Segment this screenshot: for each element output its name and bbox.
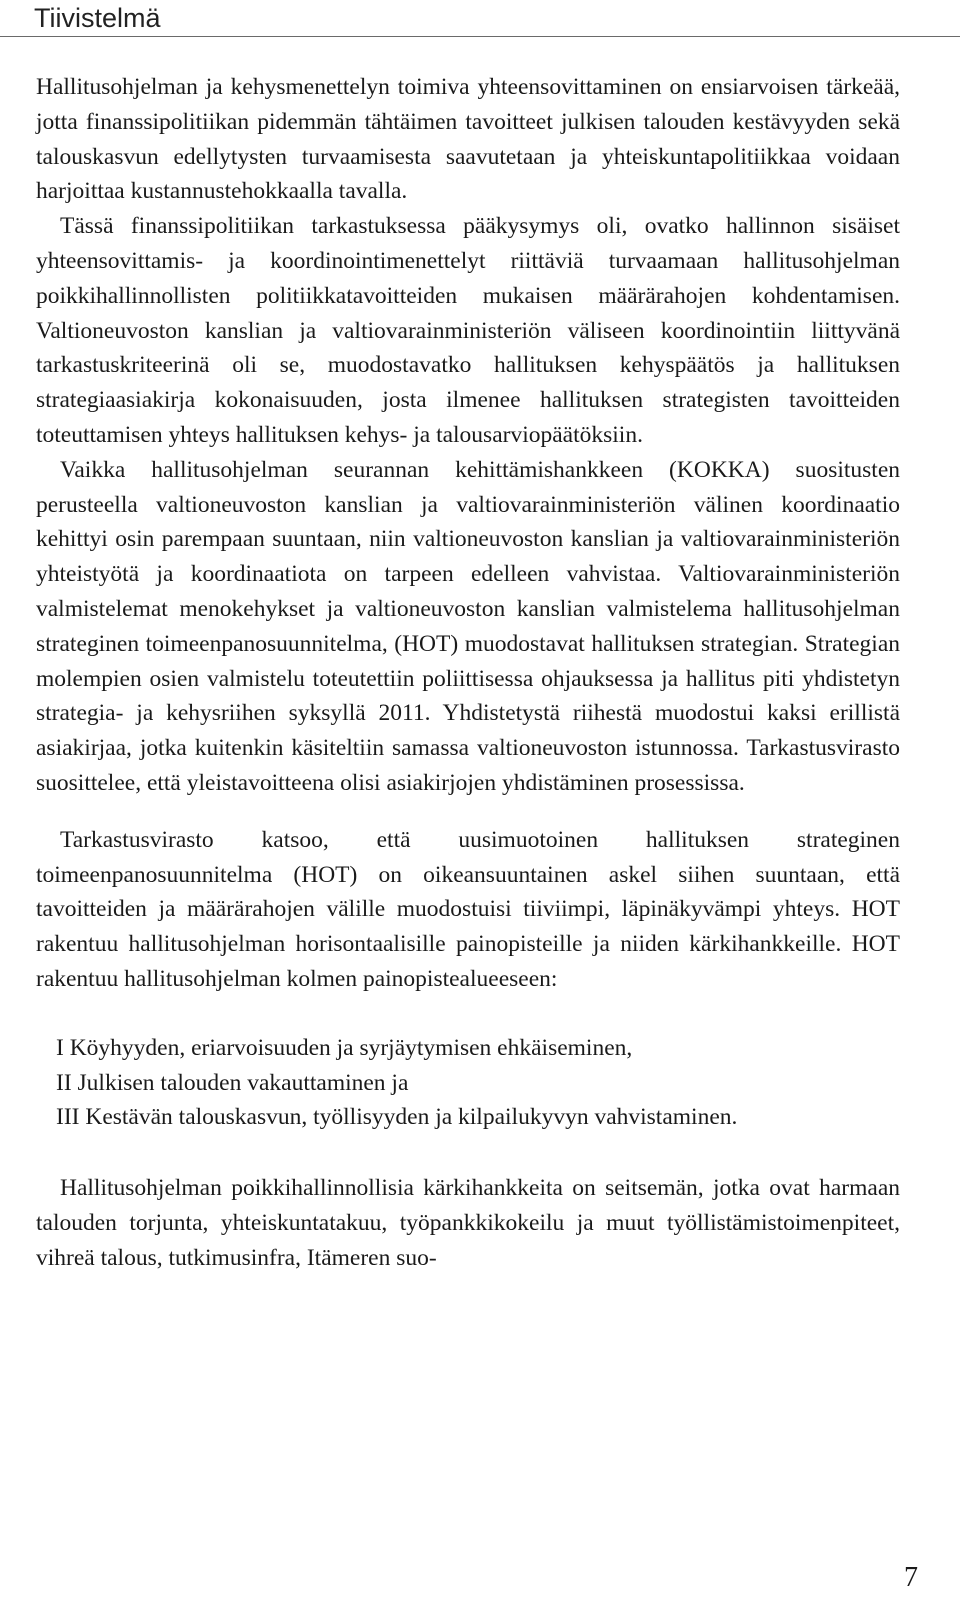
paragraph-4: Tarkastusvirasto katsoo, että uusimuotoinen hallituksen strateginen toimeenpanosuunnitelma (HOT) on oikeansuuntainen askel siihen suuntaan, että tavoitteiden ja määrärahojen välille muodostuisi tiiviimpi, läpinäkyvämpi yhteys. HOT rakentuu hallitusohjelman horisontaalisille painopisteille ja niiden kärkihankkeille. HOT rakentuu hallitusohjelman kolmen painopistealueeseen: [36, 826, 900, 992]
paragraph-5: Hallitusohjelman poikkihallinnollisia kärkihankkeita on seitsemän, jotka ovat harmaan talouden torjunta, yhteiskuntatakuu, työpankkikokeilu ja muut työllistämistoimenpiteet, vihreä talous, tutkimusinfra, Itämeren suo- [36, 1175, 900, 1271]
paragraph-1: Hallitusohjelman ja kehysmenettelyn toimiva yhteensovittaminen on ensiarvoisen tärkeää, jotta finanssipolitiikan pidemmän tähtäimen tavoitteet julkisen talouden kestävyyden sekä talouskasvun edellytysten turvaamisesta saavutetaan ja yhteiskuntapolitiikkaa voidaan harjoittaa kustannustehokkaalla tavalla. [36, 74, 900, 205]
list-item: III Kestävän talouskasvun, työllisyyden ja kilpailukyvyn vahvistaminen. [56, 1104, 738, 1131]
summary-body [36, 70, 900, 1276]
page-header [0, 0, 960, 37]
list-item: I Köyhyyden, eriarvoisuuden ja syrjäytymisen ehkäiseminen, [56, 1034, 633, 1061]
paragraph-3: Vaikka hallitusohjelman seurannan kehittämishankkeen (KOKKA) suositusten perusteella valtioneuvoston kanslian ja valtiovarainministeriön välinen koordinaatio kehittyi osin parempaan suuntaan, niin valtioneuvoston kanslian ja valtiovarainministeriön yhteistyötä ja koordinaatiota on tarpeen edelleen vahvistaa. Valtiovarainministeriön valmistelemat menokehykset ja valtioneuvoston kanslian valmistelema hallitusohjelman strateginen toimeenpanosuunnitelma, (HOT) muodostavat hallituksen strategian. Strategian molempien osien valmistelu toteutettiin poliittisessa ohjauksessa ja hallitus piti yhdistetyn strategia- ja kehysriihen syksyllä 2011. Yhdistetystä riihestä muodostui kaksi erillistä asiakirjaa, jotka kuitenkin käsiteltiin samassa valtioneuvoston istunnossa. Tarkastusvirasto suosittelee, että yleistavoitteena olisi asiakirjojen yhdistäminen prosessissa. [36, 456, 900, 796]
section-title: Tiivistelmä [34, 3, 161, 33]
page-number: 7 [904, 1562, 918, 1593]
paragraph-2: Tässä finanssipolitiikan tarkastuksessa pääkysymys oli, ovatko hallinnon sisäiset yhteensovittamis- ja koordinointimenettelyt riittäviä turvaamaan hallitusohjelman poikkihallinnollisten politiikkatavoitteiden mukaisen määrärahojen kohdentamisen. Valtioneuvoston kanslian ja valtiovarainministeriön väliseen koordinointiin liittyvänä tarkastuskriteerinä oli se, muodostavatko hallituksen kehyspäätös ja hallituksen strategiaasiakirja kokonaisuuden, josta ilmenee hallituksen strategisten tavoitteiden toteuttamisen yhteys hallituksen kehys- ja talousarviopäätöksiin. [36, 213, 900, 448]
list-item: II Julkisen talouden vakauttaminen ja [56, 1069, 409, 1096]
focus-area-list [56, 1031, 900, 1135]
